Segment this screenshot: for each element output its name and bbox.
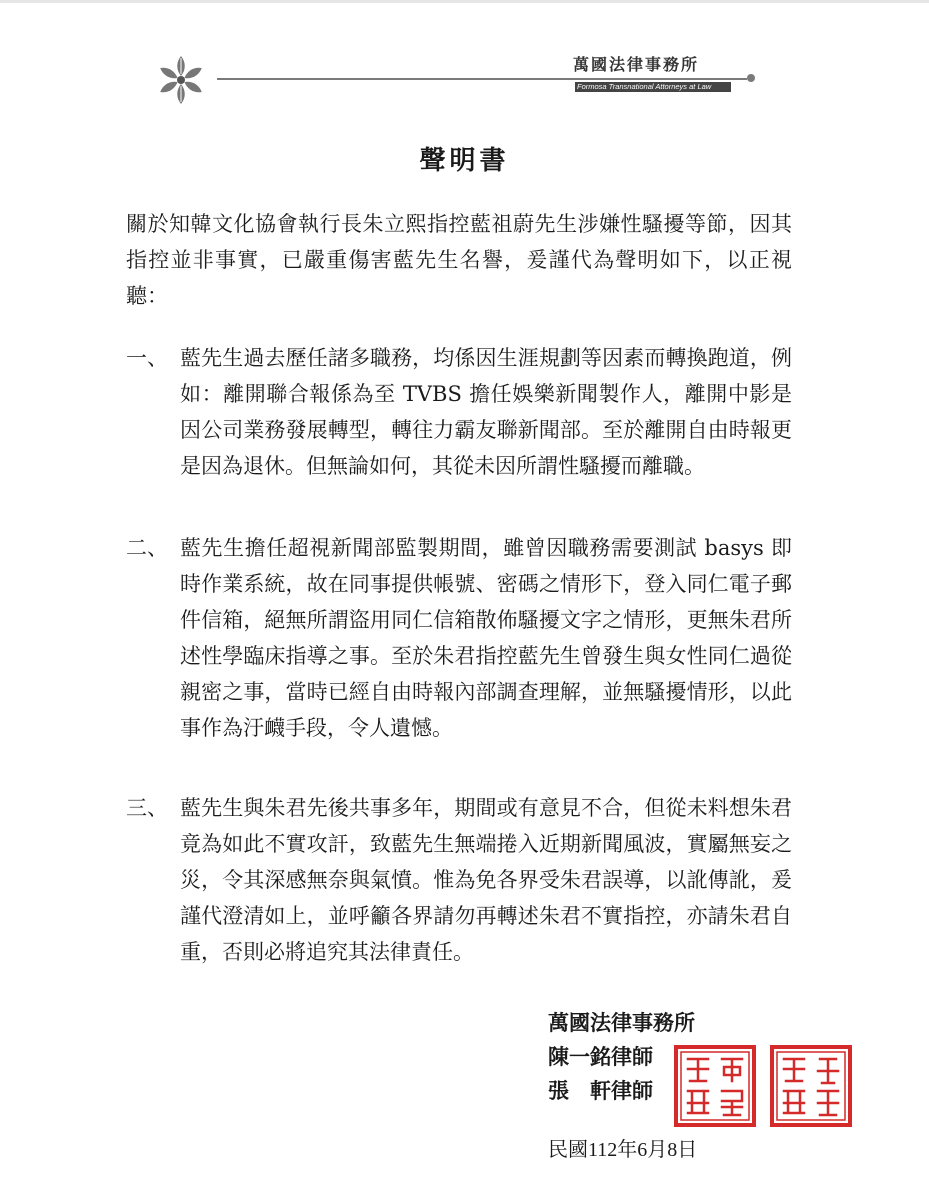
item-text: 藍先生與朱君先後共事多年，期間或有意見不合，但從未料想朱君竟為如此不實攻訐，致藍先生無端捲入近期新聞風波，實屬無妄之災，令其深感無奈與氣憤。惟為免各界受朱君誤導，以訛傳訛，爰謹代澄清如上，並呼籲各界請勿再轉述朱君不實指控，亦請朱君自重，否則必將追究其法律責任。: [180, 796, 792, 964]
item-number: 三、: [126, 796, 168, 820]
statement-item: [126, 530, 792, 746]
item-text: 藍先生擔任超視新聞部監製期間，雖曾因職務需要測試 basys 即時作業系統，故在同事提供帳號、密碼之情形下，登入同仁電子郵件信箱，絕無所謂盜用同仁信箱散佈騷擾文字之情形，更無朱君所述性學臨床指導之事。至於朱君指控藍先生曾發生與女性同仁過從親密之事，當時已經自由時報內部調查理解，並無騷擾情形，以此事作為汙衊手段，令人遺憾。: [180, 536, 792, 740]
item-text: 藍先生過去歷任諸多職務，均係因生涯規劃等因素而轉換跑道，例如：離開聯合報係為至 TVBS 擔任娛樂新聞製作人，離開中影是因公司業務發展轉型，轉往力霸友聯新聞部。至於離開自由時報更是因為退休。但無論如何，其從未因所謂性騷擾而離職。: [180, 346, 792, 478]
letterhead: [155, 48, 755, 108]
firm-name-english: Formosa Transnational Attorneys at Law: [575, 82, 731, 92]
signature-lawyer-2: 張 軒律師: [548, 1078, 653, 1103]
document-date: 民國112年6月8日: [548, 1139, 698, 1161]
item-number: 二、: [126, 536, 168, 560]
document-title: 聲明書: [419, 146, 510, 176]
lawyer-seal-stamp-2: [770, 1045, 852, 1127]
intro-paragraph: 關於知韓文化協會執行長朱立熙指控藍祖蔚先生涉嫌性騷擾等節，因其指控並非事實，已嚴重傷害藍先生名譽，爰謹代為聲明如下，以正視聽：: [126, 212, 792, 308]
signature-block: [548, 1006, 695, 1108]
firm-name-chinese: 萬國法律事務所: [573, 55, 700, 74]
letterhead-rule-dot: [747, 74, 755, 82]
lawyer-seal-stamp-1: [674, 1045, 756, 1127]
signature-firm: 萬國法律事務所: [548, 1010, 695, 1035]
signature-lawyer-1: 陳一銘律師: [548, 1044, 653, 1069]
statement-item: [126, 340, 792, 484]
firm-logo-icon: [155, 54, 207, 106]
item-number: 一、: [126, 346, 168, 370]
statement-item: [126, 790, 792, 970]
letterhead-rule: [217, 78, 747, 80]
